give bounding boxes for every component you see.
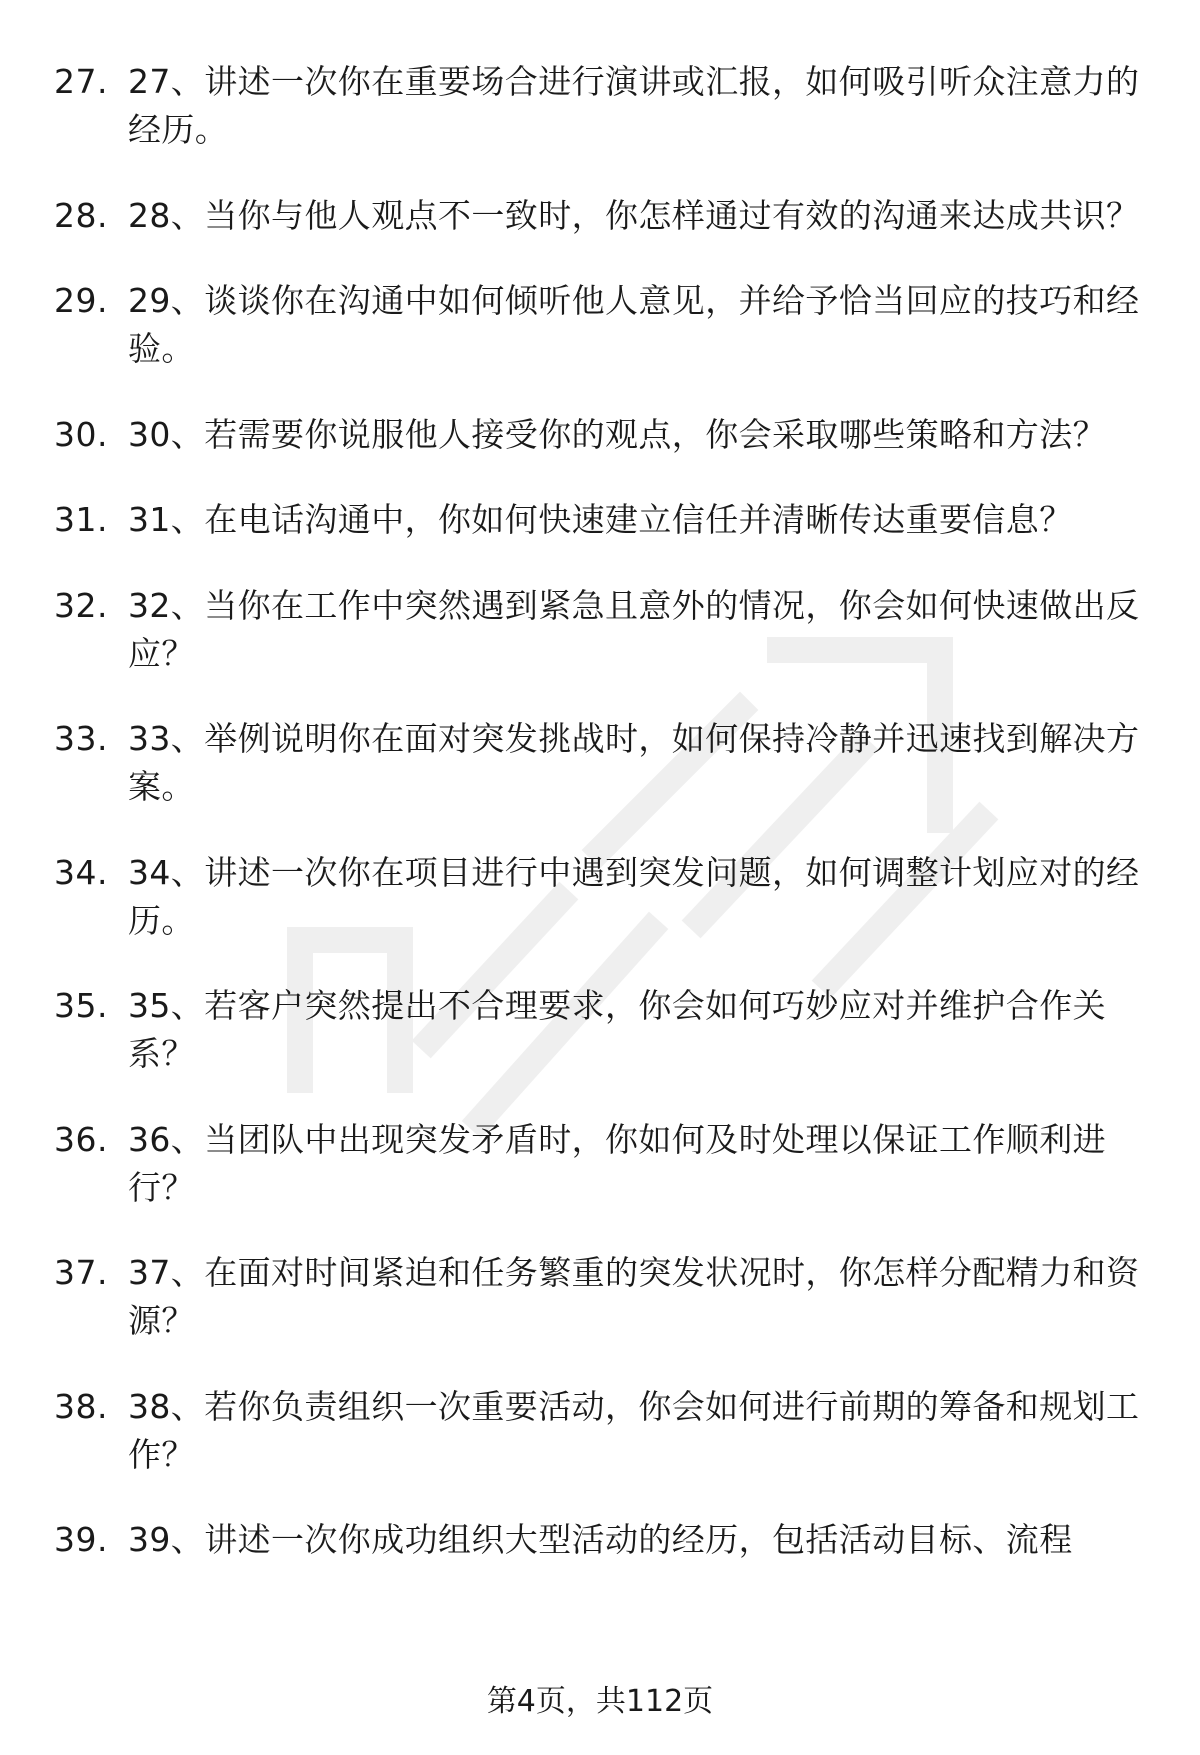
list-item-text: 36、当团队中出现突发矛盾时，你如何及时处理以保证工作顺利进行？ (128, 1119, 1106, 1207)
list-item-text: 30、若需要你说服他人接受你的观点，你会采取哪些策略和方法？ (128, 414, 1106, 454)
list-item-text: 33、举例说明你在面对突发挑战时，如何保持冷静并迅速找到解决方案。 (128, 719, 1140, 806)
list-item-number: 30. (54, 414, 108, 454)
list-item (54, 849, 1149, 945)
list-item-number: 39. (54, 1520, 108, 1559)
list-item-number: 27. (54, 62, 108, 101)
list-item (54, 277, 1149, 373)
list-item-text: 28、当你与他人观点不一致时，你怎样通过有效的沟通来达成共识？ (128, 195, 1140, 235)
list-item (54, 1116, 1149, 1212)
list-item-text: 39、讲述一次你成功组织大型活动的经历，包括活动目标、流程 (128, 1520, 1073, 1559)
list-item-text: 29、谈谈你在沟通中如何倾听他人意见，并给予恰当回应的技巧和经验。 (128, 281, 1140, 368)
list-item-number: 37. (54, 1253, 108, 1292)
list-item-number: 31. (54, 500, 108, 539)
list-item-text: 34、讲述一次你在项目进行中遇到突发问题，如何调整计划应对的经历。 (128, 852, 1140, 940)
list-item (54, 496, 1149, 544)
list-item-number: 36. (54, 1119, 108, 1159)
list-item-text: 35、若客户突然提出不合理要求，你会如何巧妙应对并维护合作关系？ (128, 986, 1106, 1073)
list-item (54, 1383, 1149, 1479)
question-list (54, 58, 1149, 1602)
list-item-number: 35. (54, 986, 108, 1025)
list-item (54, 411, 1149, 459)
list-item-text: 38、若你负责组织一次重要活动，你会如何进行前期的筹备和规划工作？ (128, 1386, 1140, 1474)
list-item-text: 27、讲述一次你在重要场合进行演讲或汇报，如何吸引听众注意力的经历。 (128, 62, 1140, 149)
list-item-text: 37、在面对时间紧迫和任务繁重的突发状况时，你怎样分配精力和资源？ (128, 1253, 1140, 1340)
page-footer: 第4页，共112页 (486, 1684, 714, 1719)
list-item (54, 58, 1149, 154)
list-item (54, 1249, 1149, 1345)
list-item (54, 192, 1149, 240)
list-item-number: 29. (54, 281, 108, 320)
list-item-number: 33. (54, 719, 108, 758)
list-item-number: 38. (54, 1386, 108, 1426)
list-item-text: 31、在电话沟通中，你如何快速建立信任并清晰传达重要信息？ (128, 500, 1073, 539)
list-item (54, 982, 1149, 1078)
list-item-number: 32. (54, 585, 108, 625)
list-item (54, 582, 1149, 678)
list-item (54, 1516, 1149, 1564)
list-item-number: 34. (54, 852, 108, 892)
list-item (54, 715, 1149, 811)
list-item-number: 28. (54, 195, 108, 235)
list-item-text: 32、当你在工作中突然遇到紧急且意外的情况，你会如何快速做出反应？ (128, 585, 1140, 673)
